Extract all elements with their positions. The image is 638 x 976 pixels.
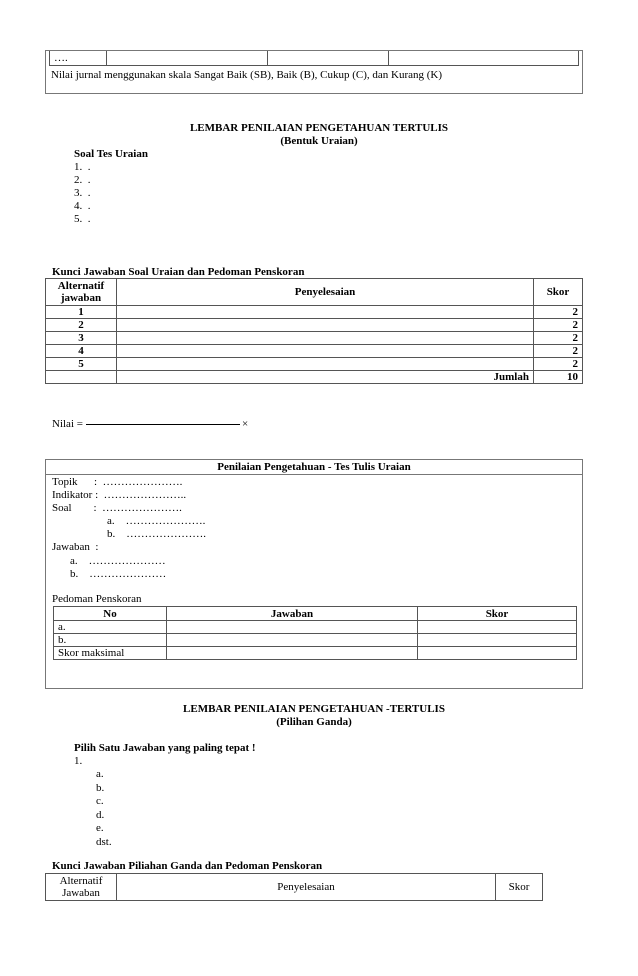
table-row bbox=[54, 634, 577, 647]
row-number: 2 bbox=[46, 319, 117, 332]
topic-line: Topik : …………………. bbox=[52, 476, 183, 488]
score-header: Skor bbox=[496, 874, 543, 901]
mc-option: e. bbox=[96, 822, 104, 834]
row-label: a. bbox=[54, 621, 167, 634]
row-solution bbox=[117, 358, 534, 371]
empty-cell bbox=[167, 647, 418, 660]
table-row bbox=[54, 621, 577, 634]
question-item: 5. . bbox=[74, 213, 91, 225]
row-label: b. bbox=[54, 634, 167, 647]
row-solution bbox=[117, 332, 534, 345]
scoring-guide-table bbox=[53, 606, 577, 660]
empty-cell bbox=[167, 621, 418, 634]
question-item: 3. . bbox=[74, 187, 91, 199]
answer-option-a: a. ………………… bbox=[70, 555, 166, 567]
written-test-title: Penilaian Pengetahuan - Tes Tulis Uraian bbox=[46, 460, 582, 475]
empty-cell bbox=[418, 621, 577, 634]
essay-key-heading: Kunci Jawaban Soal Uraian dan Pedoman Penskoran bbox=[52, 266, 305, 278]
empty-cell bbox=[268, 51, 389, 65]
questions-heading: Soal Tes Uraian bbox=[74, 148, 148, 160]
empty-cell bbox=[418, 634, 577, 647]
alt-answer-header: Alternatif Jawaban bbox=[46, 874, 117, 901]
mc-sheet-title: LEMBAR PENILAIAN PENGETAHUAN -TERTULIS bbox=[183, 703, 445, 715]
alt-answer-header: Alternatif jawaban bbox=[46, 279, 117, 306]
row-solution bbox=[117, 319, 534, 332]
mc-question-number: 1. bbox=[74, 755, 83, 767]
empty-cell bbox=[389, 51, 579, 65]
table-row bbox=[46, 319, 583, 332]
total-value: 10 bbox=[534, 371, 583, 384]
dots-cell: …. bbox=[50, 51, 107, 65]
essay-key-table bbox=[45, 278, 583, 384]
question-item: 1. . bbox=[74, 161, 91, 173]
top-continuation-box bbox=[45, 50, 583, 94]
empty-cell bbox=[418, 647, 577, 660]
essay-sheet-title: LEMBAR PENILAIAN PENGETAHUAN TERTULIS bbox=[189, 122, 449, 134]
row-score: 2 bbox=[534, 345, 583, 358]
no-header: No bbox=[54, 607, 167, 621]
table-row bbox=[46, 345, 583, 358]
row-score: 2 bbox=[534, 358, 583, 371]
row-score: 2 bbox=[534, 332, 583, 345]
question-line: Soal : …………………. bbox=[52, 502, 182, 514]
row-number: 4 bbox=[46, 345, 117, 358]
table-row bbox=[46, 358, 583, 371]
max-score-row bbox=[54, 647, 577, 660]
empty-cell bbox=[167, 634, 418, 647]
mc-sheet-subtitle: (Pilihan Ganda) bbox=[276, 716, 352, 728]
max-score-label: Skor maksimal bbox=[54, 647, 167, 660]
table-row bbox=[46, 306, 583, 319]
question-option-a: a. …………………. bbox=[107, 515, 206, 527]
journal-scale-note: Nilai jurnal menggunakan skala Sangat Baik (SB), Baik (B), Cukup (C), dan Kurang (K) bbox=[51, 69, 443, 81]
row-number: 1 bbox=[46, 306, 117, 319]
answer-line: Jawaban : bbox=[52, 541, 99, 553]
mc-option: dst. bbox=[96, 835, 112, 848]
mc-option: d. bbox=[96, 808, 105, 821]
indicator-line: Indikator : ………………….. bbox=[52, 489, 187, 501]
row-number: 5 bbox=[46, 358, 117, 371]
answer-option-b: b. ………………… bbox=[70, 568, 167, 580]
mc-key-heading: Kunci Jawaban Piliahan Ganda dan Pedoman Penskoran bbox=[52, 860, 323, 872]
question-option-b: b. …………………. bbox=[107, 528, 206, 540]
fraction-line bbox=[86, 424, 240, 425]
score-header: Skor bbox=[418, 607, 577, 621]
score-header: Skor bbox=[534, 279, 583, 306]
question-item: 2. . bbox=[74, 174, 91, 186]
mc-key-table bbox=[45, 873, 543, 901]
solution-header: Penyelesaian bbox=[117, 279, 534, 306]
essay-sheet-subtitle: (Bentuk Uraian) bbox=[280, 135, 358, 147]
row-score: 2 bbox=[534, 306, 583, 319]
total-row bbox=[46, 371, 583, 384]
empty-cell bbox=[46, 371, 117, 384]
score-formula bbox=[52, 418, 248, 430]
answer-header: Jawaban bbox=[167, 607, 418, 621]
table-row bbox=[46, 332, 583, 345]
row-solution bbox=[117, 306, 534, 319]
empty-cell bbox=[107, 51, 268, 65]
mc-instruction: Pilih Satu Jawaban yang paling tepat ! bbox=[74, 742, 256, 754]
multiply-icon: × bbox=[241, 418, 249, 430]
question-item: 4. . bbox=[74, 200, 91, 212]
question-list bbox=[74, 161, 91, 226]
mc-option-list bbox=[96, 768, 112, 849]
mc-option: b. bbox=[96, 781, 105, 794]
formula-label: Nilai = bbox=[52, 418, 83, 430]
scoring-guide-label: Pedoman Penskoran bbox=[52, 593, 142, 605]
mc-option: c. bbox=[96, 795, 104, 807]
total-label: Jumlah bbox=[117, 371, 534, 384]
solution-header: Penyelesaian bbox=[117, 874, 496, 901]
row-number: 3 bbox=[46, 332, 117, 345]
row-score: 2 bbox=[534, 319, 583, 332]
written-test-box bbox=[45, 459, 583, 689]
top-row-table bbox=[49, 51, 579, 66]
mc-option: a. bbox=[96, 768, 104, 780]
row-solution bbox=[117, 345, 534, 358]
